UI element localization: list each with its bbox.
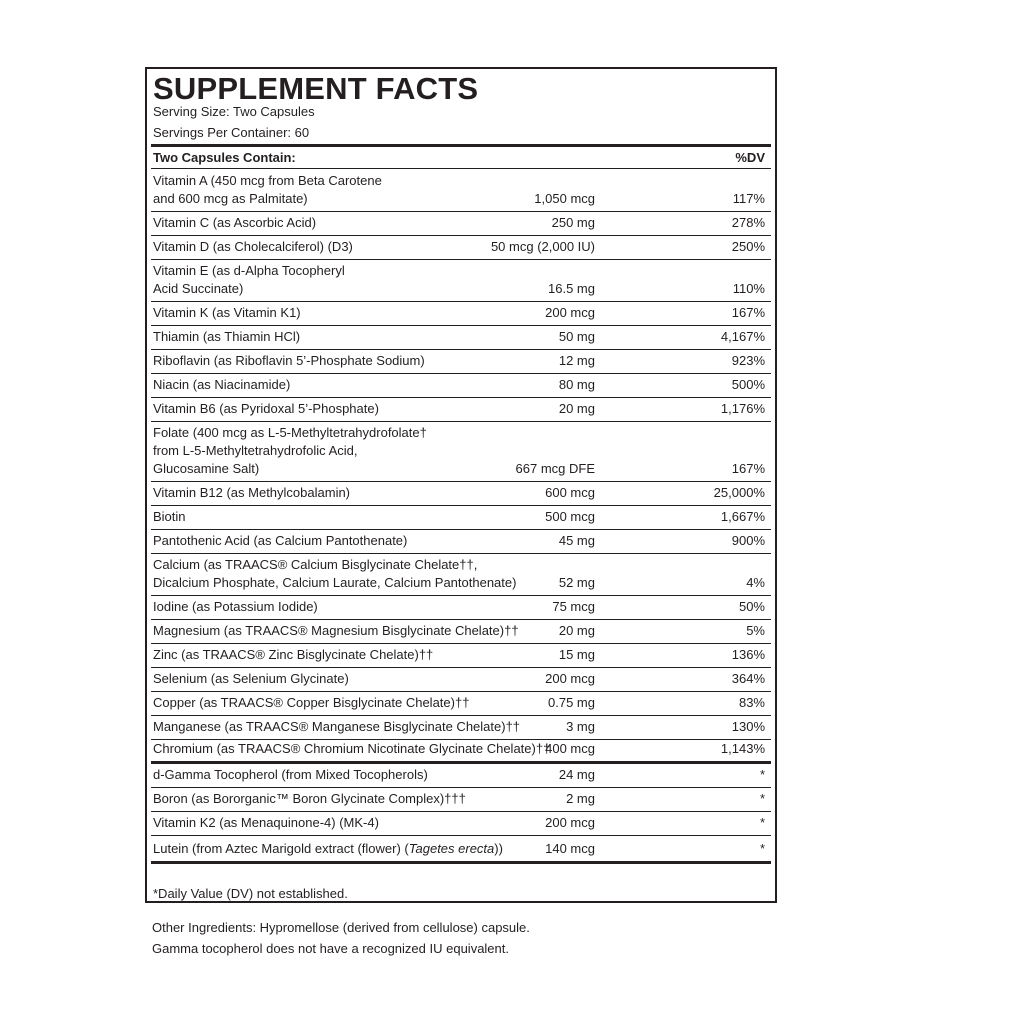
nutrient-name: Magnesium (as TRAACS® Magnesium Bisglycinate Chelate)††	[153, 623, 519, 638]
table-row	[151, 644, 771, 668]
nutrient-dv: *	[759, 767, 765, 782]
nutrient-name: Zinc (as TRAACS® Zinc Bisglycinate Chelate)††	[153, 647, 434, 662]
dv-footnote: *Daily Value (DV) not established.	[153, 886, 348, 901]
table-row	[151, 482, 771, 506]
table-row	[151, 692, 771, 716]
header-dv-label: %DV	[735, 150, 765, 165]
table-row	[151, 260, 771, 302]
nutrient-amount: 200 mcg	[545, 305, 595, 320]
table-row	[151, 596, 771, 620]
nutrient-dv: *	[759, 815, 765, 830]
nutrient-dv: 25,000%	[713, 485, 765, 500]
lutein-name-suffix: ))	[494, 841, 503, 856]
table-row	[151, 212, 771, 236]
nutrient-amount: 20 mg	[558, 401, 595, 416]
nutrient-name: Vitamin C (as Ascorbic Acid)	[153, 215, 317, 230]
nutrient-amount: 3 mg	[566, 719, 595, 734]
nutrient-dv: 250%	[731, 239, 765, 254]
nutrient-name: Calcium (as TRAACS® Calcium Bisglycinate Chelate††, Dicalcium Phosphate, Calcium Laurate, Calcium Pantothenate)	[153, 557, 517, 590]
lutein-name-prefix: Lutein (from Aztec Marigold extract (flower) (	[153, 841, 409, 856]
nutrient-amount: 50 mg	[558, 329, 595, 344]
nutrient-amount: 1,050 mcg	[534, 191, 595, 206]
table-row	[151, 302, 771, 326]
table-row	[151, 668, 771, 692]
nutrient-name: Boron (as Bororganic™ Boron Glycinate Complex)†††	[153, 791, 466, 806]
table-row	[151, 170, 771, 212]
nutrient-amount: 20 mg	[558, 623, 595, 638]
table-row	[151, 764, 771, 788]
table-row	[151, 530, 771, 554]
table-row	[151, 740, 771, 764]
nutrient-name: Pantothenic Acid (as Calcium Pantothenate)	[153, 533, 408, 548]
nutrient-dv: 278%	[731, 215, 765, 230]
nutrient-amount: 500 mcg	[545, 509, 595, 524]
nutrient-name: Vitamin B6 (as Pyridoxal 5’-Phosphate)	[153, 401, 379, 416]
nutrient-name	[153, 840, 503, 858]
nutrient-dv: *	[759, 841, 765, 856]
nutrient-name: Copper (as TRAACS® Copper Bisglycinate Chelate)††	[153, 695, 470, 710]
supplement-facts-panel	[145, 67, 777, 903]
nutrient-dv: 1,143%	[720, 741, 765, 756]
nutrient-amount: 12 mg	[558, 353, 595, 368]
nutrient-amount: 45 mg	[558, 533, 595, 548]
nutrient-name: Vitamin K (as Vitamin K1)	[153, 305, 301, 320]
nutrient-dv: 50%	[738, 599, 765, 614]
nutrient-dv: 130%	[731, 719, 765, 734]
nutrient-amount: 200 mcg	[545, 815, 595, 830]
nutrient-name: Thiamin (as Thiamin HCl)	[153, 329, 301, 344]
gamma-tocopherol-note: Gamma tocopherol does not have a recognized IU equivalent.	[152, 941, 509, 956]
nutrient-dv: 83%	[738, 695, 765, 710]
table-row	[151, 836, 771, 864]
table-row	[151, 422, 771, 482]
nutrient-dv: 4,167%	[720, 329, 765, 344]
table-row	[151, 236, 771, 260]
nutrient-name: d-Gamma Tocopherol (from Mixed Tocopherols)	[153, 767, 428, 782]
nutrient-name: Manganese (as TRAACS® Manganese Bisglycinate Chelate)††	[153, 719, 521, 734]
other-ingredients: Other Ingredients: Hypromellose (derived from cellulose) capsule.	[152, 920, 530, 935]
table-row	[151, 554, 771, 596]
nutrient-dv: *	[759, 791, 765, 806]
nutrient-name: Selenium (as Selenium Glycinate)	[153, 671, 349, 686]
header-contain-label: Two Capsules Contain:	[153, 150, 296, 165]
nutrient-amount: 0.75 mg	[548, 695, 595, 710]
header-rule	[151, 144, 771, 147]
nutrient-dv: 923%	[731, 353, 765, 368]
nutrient-dv: 900%	[731, 533, 765, 548]
nutrient-dv: 1,667%	[720, 509, 765, 524]
nutrient-name: Vitamin E (as d-Alpha Tocopheryl Acid Succinate)	[153, 263, 345, 296]
nutrient-dv: 5%	[746, 623, 765, 638]
lutein-latin-name: Tagetes erecta	[408, 841, 495, 856]
nutrient-dv: 1,176%	[720, 401, 765, 416]
nutrient-amount: 50 mcg (2,000 IU)	[490, 239, 595, 254]
nutrient-dv: 110%	[732, 281, 765, 296]
nutrient-name: Chromium (as TRAACS® Chromium Nicotinate Glycinate Chelate)††	[153, 741, 551, 756]
nutrient-name: Folate (400 mcg as L-5-Methyltetrahydrofolate† from L-5-Methyltetrahydrofolic Acid, Glucosamine Salt)	[153, 425, 427, 476]
nutrient-amount: 250 mg	[551, 215, 595, 230]
nutrient-amount: 600 mcg	[545, 485, 595, 500]
table-row	[151, 812, 771, 836]
nutrient-dv: 500%	[731, 377, 765, 392]
table-row	[151, 398, 771, 422]
nutrient-name: Niacin (as Niacinamide)	[153, 377, 291, 392]
table-row	[151, 350, 771, 374]
serving-size: Serving Size: Two Capsules	[153, 104, 315, 119]
nutrient-dv: 4%	[746, 575, 765, 590]
nutrient-name: Iodine (as Potassium Iodide)	[153, 599, 318, 614]
nutrient-amount: 2 mg	[566, 791, 595, 806]
nutrient-dv: 117%	[732, 191, 765, 206]
nutrient-name: Biotin	[153, 509, 186, 524]
nutrient-amount: 400 mcg	[545, 741, 595, 756]
header-bottom-rule	[151, 168, 771, 169]
nutrient-dv: 136%	[731, 647, 765, 662]
column-header	[153, 150, 765, 166]
table-row	[151, 716, 771, 740]
nutrient-name: Vitamin A (450 mcg from Beta Carotene and 600 mcg as Palmitate)	[153, 173, 382, 206]
nutrient-dv: 167%	[731, 305, 765, 320]
table-row	[151, 620, 771, 644]
nutrient-amount: 24 mg	[558, 767, 595, 782]
table-row	[151, 374, 771, 398]
nutrient-dv: 167%	[731, 461, 765, 476]
nutrient-name: Vitamin K2 (as Menaquinone-4) (MK-4)	[153, 815, 379, 830]
nutrient-amount: 80 mg	[558, 377, 595, 392]
nutrient-amount: 16.5 mg	[548, 281, 595, 296]
nutrient-amount: 52 mg	[558, 575, 595, 590]
nutrient-name: Vitamin B12 (as Methylcobalamin)	[153, 485, 351, 500]
panel-title: SUPPLEMENT FACTS	[153, 71, 479, 106]
nutrient-amount: 667 mcg DFE	[515, 461, 595, 476]
nutrient-dv: 364%	[731, 671, 765, 686]
nutrient-table	[151, 170, 771, 864]
nutrient-amount: 75 mcg	[552, 599, 595, 614]
nutrient-amount: 15 mg	[558, 647, 595, 662]
nutrient-name: Riboflavin (as Riboflavin 5’-Phosphate Sodium)	[153, 353, 425, 368]
table-row	[151, 788, 771, 812]
table-row	[151, 326, 771, 350]
nutrient-amount: 140 mcg	[545, 841, 595, 856]
servings-per-container: Servings Per Container: 60	[153, 125, 310, 140]
nutrient-amount: 200 mcg	[545, 671, 595, 686]
table-row	[151, 506, 771, 530]
nutrient-name: Vitamin D (as Cholecalciferol) (D3)	[153, 239, 353, 254]
